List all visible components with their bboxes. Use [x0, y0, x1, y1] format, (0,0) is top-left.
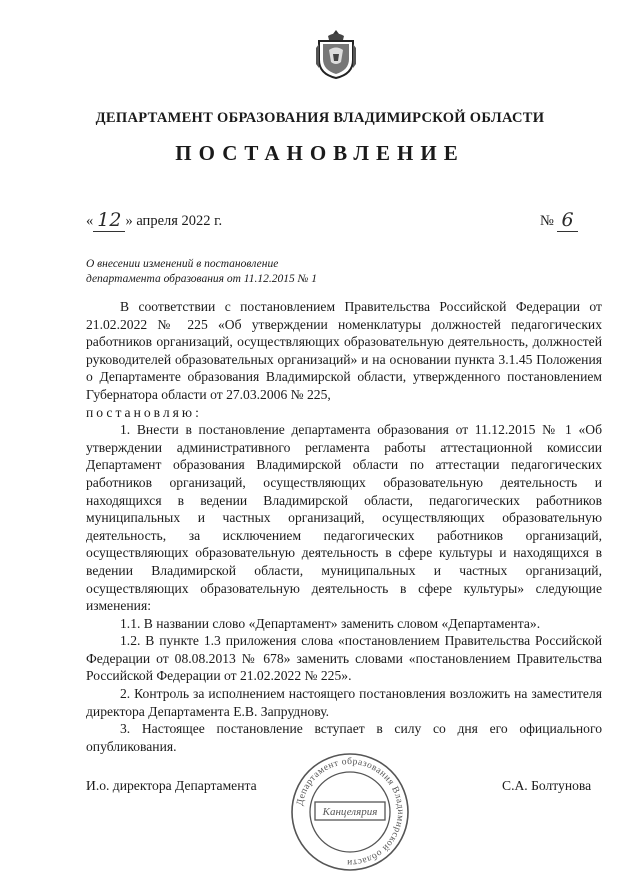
coat-of-arms-icon: [314, 28, 358, 80]
stamp-center-text: Канцелярия: [322, 806, 378, 818]
stamp-outer-text: Департамент образования Владимирской области: [295, 756, 406, 868]
number-value: 6: [557, 209, 577, 232]
document-date: [86, 208, 222, 231]
item-1-1-paragraph: 1.1. В названии слово «Департамент» заменить словом «Департамента».: [120, 615, 541, 631]
subject-line-1: О внесении изменений в постановление: [86, 258, 279, 270]
item-2-paragraph: 2. Контроль за исполнением настоящего постановления возложить на заместителя директора Департамента Е.В. Запруднову.: [86, 686, 602, 719]
document-body: [86, 298, 602, 755]
signatory-name: С.А. Болтунова: [502, 778, 592, 793]
item-1-paragraph: 1. Внести в постановление департамента образования от 11.12.2015 № 1 «Об утверждении административного регламента работы аттестационной комиссии Департамент образования Владимирской области по аттестации педагогических работников организаций, осуществляющих образовательную деятельность и находящихся в ведении Владимирской области, педагогических работников муниципальных и частных организаций, осуществляющих образовательную деятельность, за исключением педагогических работников организаций, осуществляющих образовательную деятельность в сфере культуры и находящихся в ведении Владимирской области, муниципальных и частных организаций, осуществляющих образовательную деятельность в сфере культуры» следующие изменения:: [86, 422, 602, 614]
subject-line-2: департамента образования от 11.12.2015 № 1: [86, 273, 318, 285]
date-open-quote: «: [86, 213, 94, 229]
decree-word: постановляю:: [86, 404, 202, 420]
document-subject: [86, 257, 406, 287]
date-close-quote: »: [125, 213, 133, 229]
date-day: 12: [93, 209, 125, 232]
document-number: [540, 208, 578, 231]
item-1-2-paragraph: 1.2. В пункте 1.3 приложения слова «постановлением Правительства Российской Федерации от 08.08.2013 № 678» заменить словами «постановлением Правительства Российской Федерации от 21.02.2022 № 225».: [86, 633, 602, 684]
item-3-paragraph: 3. Настоящее постановление вступает в силу со дня его официального опубликования.: [86, 721, 602, 754]
department-title: ДЕПАРТАМЕНТ ОБРАЗОВАНИЯ ВЛАДИМИРСКОЙ ОБЛАСТИ: [95, 110, 545, 126]
number-prefix: №: [540, 213, 554, 229]
signatory-position: И.о. директора Департамента: [86, 778, 257, 793]
preamble-paragraph: В соответствии с постановлением Правительства Российской Федерации от 21.02.2022 № 225 «Об утверждении номенклатуры должностей педагогических работников организаций, осуществляющих образовательную деятельность, должностей руководителей образовательных организаций» и на основании пункта 3.1.45 Положения о Департаменте образования Владимирской области, утвержденного постановлением Губернатора области от 27.03.2006 № 225,: [86, 299, 602, 402]
date-month-year: апреля 2022 г.: [136, 213, 223, 229]
office-stamp: [288, 750, 412, 874]
document-type: ПОСТАНОВЛЕНИЕ: [175, 141, 465, 165]
